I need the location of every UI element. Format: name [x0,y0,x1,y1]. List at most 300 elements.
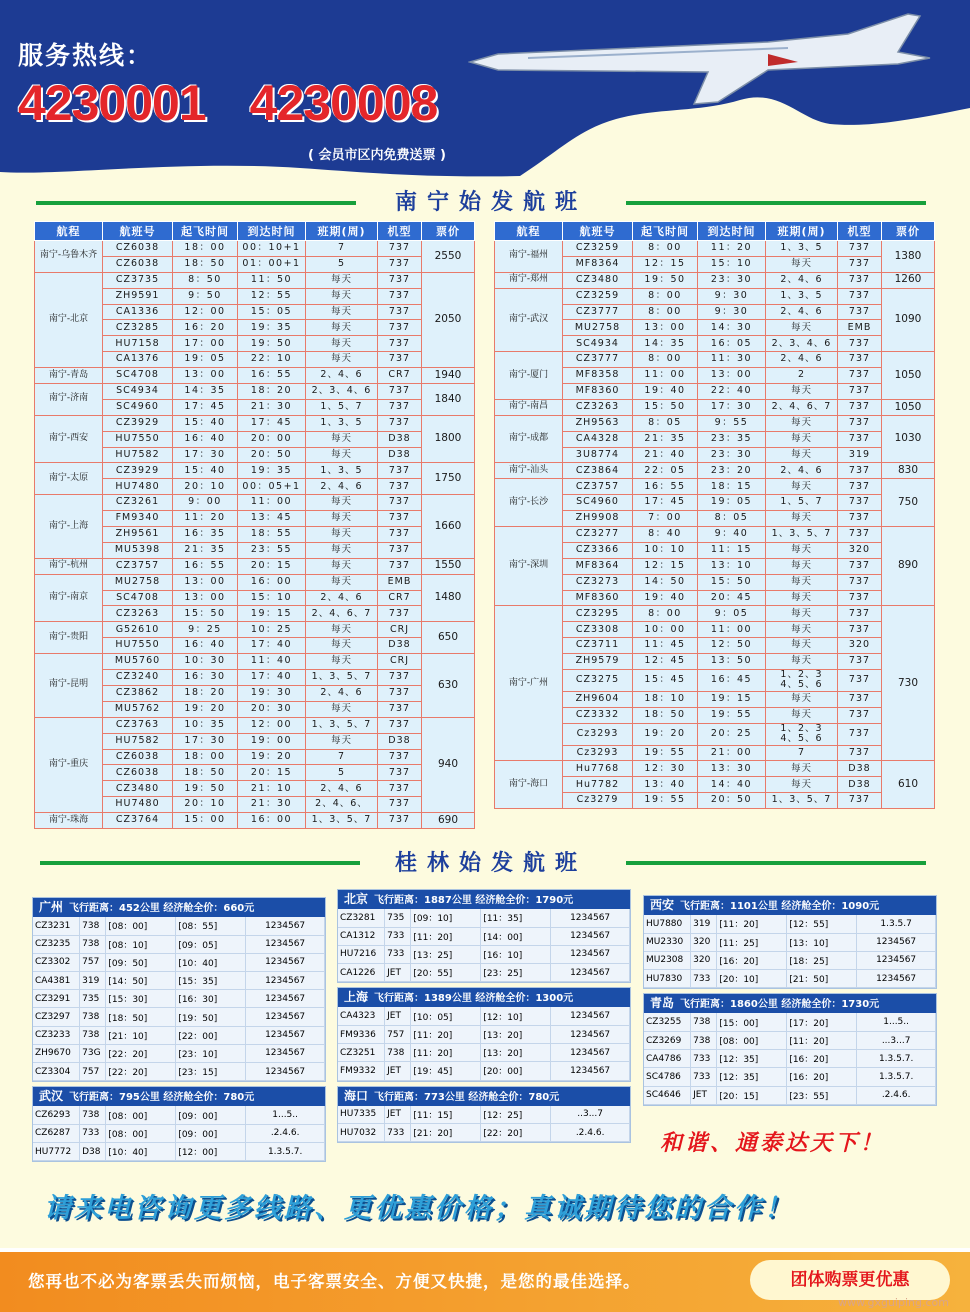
flight-cell: CZ3273 [563,574,633,590]
dep-cell: 20：10 [173,479,238,495]
arr-cell: 00：10+1 [238,241,306,257]
arr-cell: [10：40] [176,953,246,971]
price-cell: 1940 [422,368,475,384]
header-row [495,222,935,241]
arr-cell: [23：25] [481,964,551,982]
price-cell: 1480 [422,574,475,622]
dep-cell: 19：50 [173,781,238,797]
flight-row [338,1124,630,1142]
days-cell: 1234567 [246,972,325,990]
type-cell: D38 [378,431,422,447]
arr-cell: [22：00] [176,1026,246,1044]
column-header: 起飞时间 [633,222,698,241]
flight-cell: SC4708 [103,368,173,384]
dep-cell: 12：00 [173,304,238,320]
type-cell: 737 [838,304,882,320]
aircraft-cell: 319 [80,972,106,990]
arr-cell: 23：30 [698,447,766,463]
dep-cell: 13：40 [633,777,698,793]
dep-cell: 13：00 [173,368,238,384]
route-cell: 南宁-济南 [35,384,103,416]
dep-cell: 19：20 [633,723,698,745]
days-cell: 每天 [306,320,378,336]
route-cell: 南宁-太原 [35,463,103,495]
flight-row [35,463,475,479]
type-cell: 737 [838,574,882,590]
days-cell: 1、5、7 [766,495,838,511]
type-cell: 737 [838,558,882,574]
table-body [495,241,935,809]
arr-cell: [13：20] [481,1044,551,1062]
flight-cell: MF8364 [563,558,633,574]
flight-row [33,917,325,935]
arr-cell: 11：00 [698,622,766,638]
price-cell: 2550 [422,241,475,273]
days-line: 1、2、3 [780,723,823,734]
flight-cell: CZ3929 [103,415,173,431]
price-cell: 1260 [882,272,935,288]
type-cell: 737 [838,590,882,606]
type-cell: 737 [838,745,882,761]
flight-cell: HU7582 [103,733,173,749]
slogan: 和谐、通泰达天下！ [660,1130,886,1156]
type-cell: 737 [838,399,882,415]
footer-text: 您再也不必为客票丢失而烦恼，电子客票安全、方便又快捷，是您的最佳选择。 [28,1272,641,1291]
aircraft-cell: 738 [691,1013,717,1031]
days-cell: 每天 [306,542,378,558]
days-cell: 1、3、5 [766,241,838,257]
dep-cell: 15：40 [173,463,238,479]
arr-cell: 19：35 [238,320,306,336]
group-discount-badge: 团体购票更优惠 [750,1260,950,1300]
arr-cell: [12：25] [481,1106,551,1124]
arr-cell: 8：05 [698,511,766,527]
dep-cell: [11：20] [717,915,787,933]
arr-cell: [17：20] [787,1013,857,1031]
days-cell: .2.4.6. [857,1086,936,1104]
flight-row [35,654,475,670]
flight-cell: G52610 [103,622,173,638]
days-cell: 1、3、5、7 [306,670,378,686]
route-flights-table [338,909,630,982]
arr-cell: [19：50] [176,1008,246,1026]
flight-cell: MU2308 [644,951,691,969]
flight-cell: ZH9908 [563,511,633,527]
days-cell: 1、3、5、7 [766,793,838,809]
dep-cell: 18：50 [173,765,238,781]
flight-cell: CA1336 [103,304,173,320]
flight-cell: MU5398 [103,542,173,558]
flight-cell: CZ3711 [563,638,633,654]
days-cell: 每天 [766,479,838,495]
flight-cell: Cz3293 [563,723,633,745]
guilin-column-1 [32,897,326,1166]
arr-cell: [16：10] [481,945,551,963]
flight-cell: HU7772 [33,1143,80,1161]
flight-cell: MF8364 [563,256,633,272]
flight-row [495,606,935,622]
type-cell: 737 [838,368,882,384]
dep-cell: 18：10 [633,691,698,707]
flight-row [338,945,630,963]
route-box [643,895,937,989]
route-cell: 南宁-南京 [35,574,103,622]
footer-bar [0,1248,970,1312]
type-cell: 737 [838,723,882,745]
arr-cell: [09：00] [176,1124,246,1142]
arr-cell: 9：40 [698,527,766,543]
route-cell: 南宁-厦门 [495,352,563,400]
price-cell: 1380 [882,241,935,273]
arr-cell: 9：05 [698,606,766,622]
route-flights-table [644,1013,936,1104]
type-cell: 737 [838,384,882,400]
flight-cell: MU2330 [644,933,691,951]
type-cell: 737 [378,256,422,272]
dep-cell: 12：30 [633,761,698,777]
destination-city: 上海 [344,990,369,1005]
days-cell: 2、4、6、7 [766,399,838,415]
aircraft-cell: 320 [691,933,717,951]
days-cell: ...3...7 [857,1031,936,1049]
type-cell: EMB [838,320,882,336]
flight-cell: CZ3297 [33,1008,80,1026]
dep-cell: 10：00 [633,622,698,638]
days-cell: 每天 [766,761,838,777]
flight-cell: CZ3332 [563,707,633,723]
dep-cell: 8：00 [633,241,698,257]
route-cell: 南宁-北京 [35,272,103,367]
days-cell: 1、3、5、7 [306,813,378,829]
days-cell: 每天 [306,654,378,670]
dep-cell: [08：10] [106,935,176,953]
arr-cell: 12：55 [238,288,306,304]
type-cell: 737 [378,685,422,701]
days-cell: 每天 [766,590,838,606]
type-cell: 737 [378,813,422,829]
flight-cell: SC4960 [103,399,173,415]
route-cell: 南宁-南昌 [495,399,563,415]
type-cell: 737 [838,707,882,723]
price-cell: 630 [422,654,475,718]
days-cell: 1234567 [246,917,325,935]
flight-distance: 飞行距离：1860公里 [680,999,778,1011]
arr-cell: 17：30 [698,399,766,415]
type-cell: CRJ [378,622,422,638]
flight-row [35,622,475,638]
aircraft-cell: 757 [80,953,106,971]
days-cell: 2、4、6 [766,272,838,288]
type-cell: CR7 [378,590,422,606]
flight-row [495,288,935,304]
arr-cell: 11：00 [238,495,306,511]
flight-cell: MF8358 [563,368,633,384]
route-cell: 南宁-西安 [35,415,103,463]
days-cell: 2、4、6 [766,304,838,320]
dep-cell: 17：30 [173,447,238,463]
nanning-section-title: 南宁始发航班 [394,190,587,215]
flight-cell: CA4323 [338,1007,385,1025]
arr-cell: [16：20] [787,1050,857,1068]
nanning-flights-table-left [34,221,475,829]
days-cell: ..3...7 [551,1106,630,1124]
days-cell: 2、4、6 [766,463,838,479]
flight-row [33,935,325,953]
column-header: 机型 [378,222,422,241]
flight-cell: MF8360 [563,590,633,606]
route-box [32,897,326,1082]
flight-row [495,241,935,257]
arr-cell: [11：35] [481,909,551,927]
dep-cell: 12：15 [633,256,698,272]
days-cell: 每天 [306,352,378,368]
dep-cell: 17：45 [173,399,238,415]
destination-city: 武汉 [39,1089,64,1104]
route-cell: 南宁-昆明 [35,654,103,718]
arr-cell: 14：30 [698,320,766,336]
type-cell: 320 [838,542,882,558]
arr-cell: 23：30 [698,272,766,288]
flight-cell: CZ3259 [563,288,633,304]
days-cell: 每天 [766,384,838,400]
arr-cell: 11：40 [238,654,306,670]
dep-cell: [20：10] [717,970,787,988]
column-header: 票价 [882,222,935,241]
dep-cell: [09：10] [411,909,481,927]
aircraft-cell: 733 [691,1068,717,1086]
flight-row [338,1044,630,1062]
days-cell: 每天 [766,558,838,574]
route-box [337,987,631,1081]
type-cell: 737 [378,479,422,495]
days-cell: 1、3、5 [766,288,838,304]
flight-cell: HU7480 [103,479,173,495]
dep-cell: [11：20] [411,1025,481,1043]
arr-cell: 20：25 [698,723,766,745]
price-cell: 2050 [422,272,475,367]
arr-cell: 23：20 [698,463,766,479]
price-cell: 1050 [882,399,935,415]
arr-cell: 12：50 [698,638,766,654]
route-cell: 南宁-深圳 [495,527,563,606]
flight-cell: SC4960 [563,495,633,511]
aircraft-cell: 733 [385,1124,411,1142]
arr-cell: [23：10] [176,1044,246,1062]
type-cell: 737 [838,511,882,527]
route-cell: 南宁-海口 [495,761,563,809]
arr-cell: 01：00+1 [238,256,306,272]
route-cell: 南宁-上海 [35,495,103,559]
price-cell: 610 [882,761,935,809]
type-cell: 737 [378,749,422,765]
flight-row [495,479,935,495]
flight-cell: CZ3304 [33,1063,80,1081]
flight-row [35,272,475,288]
flight-cell: CZ3929 [103,463,173,479]
arr-cell: 16：45 [698,670,766,692]
destination-city: 北京 [344,892,369,906]
flight-cell: SC4934 [103,384,173,400]
dep-cell: 10：35 [173,717,238,733]
arr-cell: 18：55 [238,527,306,543]
dep-cell: [20：55] [411,964,481,982]
flight-row [644,915,936,933]
dep-cell: 8：00 [633,304,698,320]
aircraft-cell: D38 [80,1143,106,1161]
route-cell: 南宁-杭州 [35,558,103,574]
price-cell: 940 [422,717,475,812]
dep-cell: [21：20] [411,1124,481,1142]
dep-cell: 16：30 [173,670,238,686]
route-flights-table [338,1106,630,1143]
route-flights-table [338,1007,630,1080]
dep-cell: 15：00 [173,813,238,829]
days-cell: 每天 [306,288,378,304]
dep-cell: 15：50 [173,606,238,622]
section-line-left-2 [40,861,360,865]
column-header: 票价 [422,222,475,241]
aircraft-cell: 738 [385,1044,411,1062]
days-cell [766,723,838,745]
type-cell: 737 [838,793,882,809]
hotline-label: 服务热线： [18,41,154,70]
destination-city: 海口 [344,1088,369,1103]
arr-cell: [23：55] [787,1086,857,1104]
type-cell: 737 [378,527,422,543]
days-cell: 2 [766,368,838,384]
arr-cell: 17：40 [238,670,306,686]
flight-cell: CZ3233 [33,1026,80,1044]
destination-city: 广州 [39,900,64,914]
header-row [35,222,475,241]
flight-row [338,1007,630,1025]
flight-row [35,813,475,829]
flight-distance: 飞行距离：452公里 [69,903,160,914]
flight-cell: HU7335 [338,1106,385,1124]
days-cell: 每天 [766,447,838,463]
flight-cell: CZ3255 [644,1013,691,1031]
type-cell: 737 [838,431,882,447]
type-cell: 737 [378,352,422,368]
route-cell: 南宁-贵阳 [35,622,103,654]
price-cell: 1840 [422,384,475,416]
arr-cell: 16：00 [238,574,306,590]
arr-cell: 11：50 [238,272,306,288]
price-cell: 1090 [882,288,935,352]
flight-row [644,1086,936,1104]
flight-cell: Cz3293 [563,745,633,761]
type-cell: 737 [378,542,422,558]
aircraft-cell: 733 [691,1050,717,1068]
days-cell: 1...5.. [246,1106,325,1124]
flight-row [338,964,630,982]
airplane-icon [468,12,938,122]
price-cell: 650 [422,622,475,654]
flight-row [495,272,935,288]
type-cell: 737 [378,288,422,304]
dep-cell: 21：35 [173,542,238,558]
economy-fare: 经济舱全价：1790元 [475,895,574,906]
arr-cell: 21：10 [238,781,306,797]
days-cell: 每天 [306,272,378,288]
flight-cell: CA4381 [33,972,80,990]
type-cell: 737 [838,272,882,288]
flight-cell: ZH9561 [103,527,173,543]
days-cell: 2、4、6 [306,368,378,384]
arr-cell: 18：15 [698,479,766,495]
flight-row [35,384,475,400]
aircraft-cell: JET [385,1007,411,1025]
route-cell: 南宁-福州 [495,241,563,273]
dep-cell: 13：00 [633,320,698,336]
type-cell: 737 [838,479,882,495]
flight-cell: CZ3277 [563,527,633,543]
dep-cell: 11：00 [633,368,698,384]
route-box [337,889,631,983]
route-cell: 南宁-长沙 [495,479,563,527]
dep-cell: [21：10] [106,1026,176,1044]
type-cell: 319 [838,447,882,463]
type-cell: 737 [838,606,882,622]
type-cell: 737 [378,717,422,733]
dep-cell: [15：00] [717,1013,787,1031]
arr-cell: 9：30 [698,304,766,320]
type-cell: D38 [378,447,422,463]
flight-row [35,241,475,257]
price-cell: 750 [882,479,935,527]
dep-cell: 19：40 [633,384,698,400]
aircraft-cell: 738 [80,1106,106,1124]
route-box-header [338,1087,630,1106]
flight-cell: CZ6038 [103,256,173,272]
dep-cell: 9：25 [173,622,238,638]
type-cell: 737 [838,288,882,304]
price-cell: 690 [422,813,475,829]
aircraft-cell: 738 [80,1008,106,1026]
flight-cell: CZ3235 [33,935,80,953]
aircraft-cell: JET [385,1062,411,1080]
flight-cell: CZ3763 [103,717,173,733]
days-cell: 每天 [306,336,378,352]
economy-fare: 经济舱全价：1090元 [781,901,880,912]
type-cell: 737 [378,495,422,511]
dep-cell: 10：10 [633,542,698,558]
route-cell: 南宁-武汉 [495,288,563,352]
flight-cell: ZH9563 [563,415,633,431]
dep-cell: 20：10 [173,797,238,813]
arr-cell: 16：00 [238,813,306,829]
dep-cell: [14：50] [106,972,176,990]
economy-fare: 经济舱全价：780元 [468,1091,560,1103]
flight-cell: MU5760 [103,654,173,670]
arr-cell: 14：40 [698,777,766,793]
dep-cell: 19：55 [633,793,698,809]
price-cell: 1050 [882,352,935,400]
type-cell: 737 [378,241,422,257]
flight-cell: FM9340 [103,511,173,527]
days-cell: 7 [306,749,378,765]
aircraft-cell: 738 [80,917,106,935]
flight-distance: 飞行距离：1887公里 [374,895,472,906]
section-line-right [626,201,926,205]
arr-cell: 11：20 [698,241,766,257]
dep-cell: 8：50 [173,272,238,288]
route-box [643,993,937,1105]
type-cell: 737 [838,463,882,479]
flight-cell: CZ6038 [103,241,173,257]
dep-cell: 16：20 [173,320,238,336]
flight-row [495,463,935,479]
